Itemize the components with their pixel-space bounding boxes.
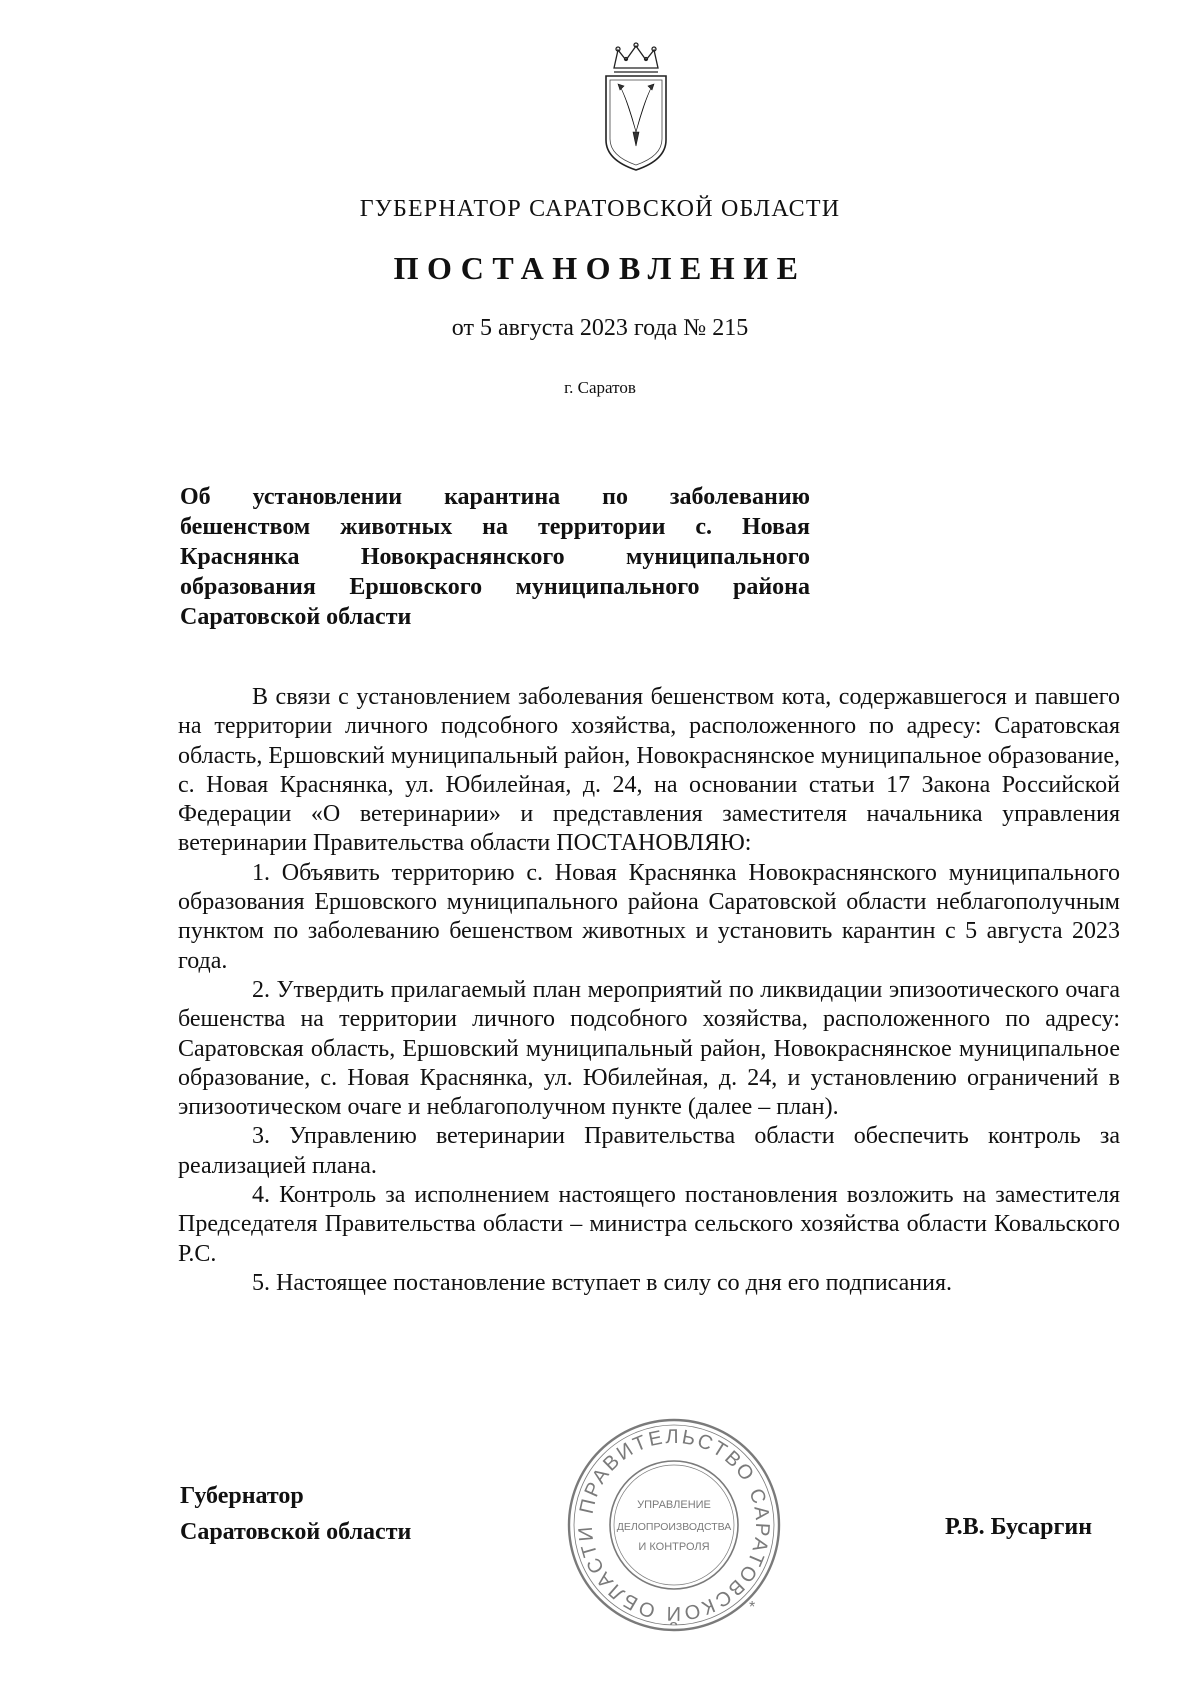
svg-text:УПРАВЛЕНИЕ: УПРАВЛЕНИЕ (637, 1499, 711, 1511)
signatory-title-line: Саратовской области (180, 1519, 412, 1545)
saratov-coat-of-arms-icon (600, 42, 672, 174)
subject-line: образования Ершовского муниципального района (180, 574, 810, 600)
svg-text:*: * (749, 1599, 756, 1616)
document-city: г. Саратов (564, 378, 636, 397)
resolution-item: 1. Объявить территорию с. Новая Краснянка Новокраснянского муниципального образования Ершовского муниципального района Саратовской области неблагополучным пунктом по заболеванию бешенством животных и установить карантин с 5 августа 2023 года. (178, 859, 1120, 974)
signatory-name: Р.В. Бусаргин (945, 1514, 1093, 1540)
subject-line: Саратовской области (180, 604, 412, 630)
document-date-number: от 5 августа 2023 года № 215 (451, 315, 749, 341)
issuing-authority: ГУБЕРНАТОР САРАТОВСКОЙ ОБЛАСТИ (359, 196, 841, 222)
preamble-paragraph: В связи с установлением заболевания бешенством кота, содержавшегося и павшего на территории личного подсобного хозяйства, расположенного по адресу: Саратовская область, Ершовский муниципальный район, Новокраснянское муниципальное образование, с. Новая Краснянка, ул. Юбилейная, д. 24, на основании статьи 17 Закона Российской Федерации «О ветеринарии» и представления заместителя начальника управления ветеринарии Правительства области ПОСТАНОВЛЯЮ: (178, 684, 1120, 857)
official-seal-stamp (565, 1416, 783, 1634)
document-body (178, 683, 1120, 1298)
resolution-item: 4. Контроль за исполнением настоящего постановления возложить на заместителя Председателя Правительства области – министра сельского хозяйства области Ковальского Р.С. (178, 1182, 1120, 1267)
svg-text:И КОНТРОЛЯ: И КОНТРОЛЯ (638, 1541, 710, 1553)
svg-text:ПРАВИТЕЛЬСТВО САРАТОВСКОЙ ОБЛА: ПРАВИТЕЛЬСТВО САРАТОВСКОЙ ОБЛАСТИ (574, 1425, 774, 1625)
subject-line: Краснянка Новокраснянского муниципального (180, 544, 810, 570)
resolution-item: 2. Утвердить прилагаемый план мероприятий по ликвидации эпизоотического очага бешенства на территории личного подсобного хозяйства, расположенного по адресу: Саратовская область, Ершовский муниципальный район, Новокраснянское муниципальное образование, с. Новая Краснянка, ул. Юбилейная, д. 24, и установлению ограничений в эпизоотическом очаге и неблагополучном пункте (далее – план). (178, 976, 1120, 1121)
signatory-title-line: Губернатор (180, 1483, 304, 1509)
subject-line: Об установлении карантина по заболеванию (180, 484, 810, 510)
subject-line: бешенством животных на территории с. Новая (180, 514, 810, 540)
document-subject (180, 482, 810, 632)
document-type-title: ПОСТАНОВЛЕНИЕ (393, 250, 807, 286)
signatory-title (180, 1478, 411, 1550)
resolution-item: 5. Настоящее постановление вступает в силу со дня его подписания. (252, 1269, 953, 1296)
resolution-item: 3. Управлению ветеринарии Правительства области обеспечить контроль за реализацией плана. (178, 1123, 1120, 1179)
svg-text:ДЕЛОПРОИЗВОДСТВА: ДЕЛОПРОИЗВОДСТВА (616, 1521, 732, 1533)
